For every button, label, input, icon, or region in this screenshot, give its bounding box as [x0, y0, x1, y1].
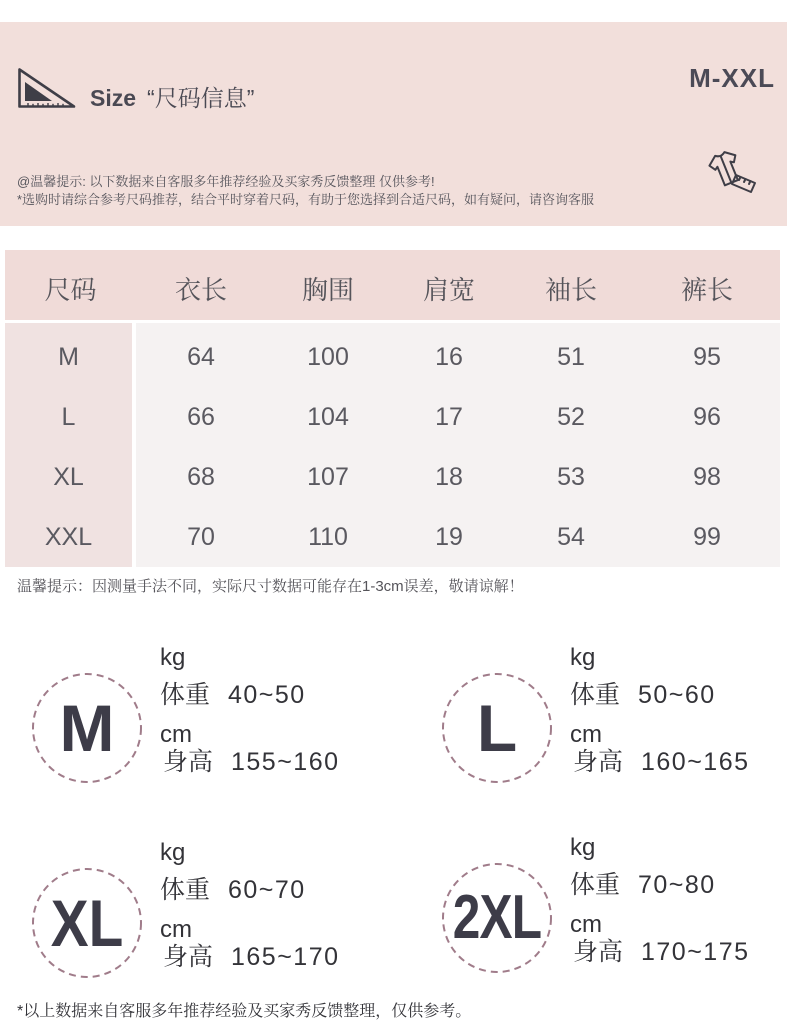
size-badge — [31, 672, 143, 784]
top-length-cell: 66 — [187, 402, 215, 431]
height-label: 身高 — [163, 748, 214, 776]
height-label: 身高 — [573, 748, 624, 776]
size-badge — [441, 862, 553, 974]
triangle-ruler-graphic — [17, 67, 77, 109]
size-heading — [90, 84, 254, 112]
table-row — [5, 387, 780, 447]
height-unit: cm — [570, 721, 602, 748]
size-badge-letter: M — [59, 691, 115, 765]
sleeve-cell: 54 — [557, 522, 585, 551]
shoulder-cell: 19 — [435, 522, 463, 551]
size-cell: L — [61, 402, 76, 431]
weight-range: 50~60 — [638, 681, 716, 709]
weight-unit: kg — [570, 644, 596, 671]
weight-unit: kg — [160, 839, 186, 866]
ruler-inner-fill — [25, 82, 52, 101]
shoulder-cell: 18 — [435, 462, 463, 491]
size-recommendation-m — [0, 640, 380, 790]
column-header-sleeve: 袖长 — [544, 274, 597, 305]
chest-cell: 104 — [307, 402, 349, 431]
column-header-chest: 胸围 — [301, 274, 354, 305]
size-cell: M — [58, 342, 79, 371]
height-range: 160~165 — [641, 748, 750, 776]
weight-label: 体重 — [570, 871, 621, 899]
height-label: 身高 — [573, 938, 624, 966]
size-badge-letter: 2XL — [452, 883, 542, 952]
size-recommendation-xl — [0, 835, 380, 985]
size-heading-label: Size — [90, 85, 137, 111]
height-range: 165~170 — [231, 943, 340, 971]
height-range: 155~160 — [231, 748, 340, 776]
column-header-size: 尺码 — [44, 274, 97, 305]
table-header-row — [5, 250, 780, 320]
weight-label: 体重 — [160, 876, 211, 904]
tailoring-icon — [706, 147, 760, 197]
weight-label: 体重 — [570, 681, 621, 709]
size-recommendation-l — [410, 640, 790, 790]
sleeve-cell: 51 — [557, 342, 585, 371]
tailoring-graphic — [706, 147, 760, 197]
height-unit: cm — [160, 916, 192, 943]
height-unit: cm — [160, 721, 192, 748]
table-body — [5, 323, 780, 567]
height-label: 身高 — [163, 943, 214, 971]
chest-cell: 107 — [307, 462, 349, 491]
notice-line: *选购时请综合参考尺码推荐，结合平时穿着尺码，有助于您选择到合适尺码，如有疑问，请咨询客服 — [17, 192, 595, 207]
size-range: M-XXL — [689, 63, 775, 93]
notice-line: @温馨提示: 以下数据来自客服多年推荐经验及买家秀反馈整理 仅供参考! — [17, 174, 435, 189]
pants-length-cell: 99 — [693, 522, 721, 551]
size-badge — [31, 867, 143, 979]
size-cell: XL — [53, 462, 84, 491]
table-row — [5, 327, 780, 387]
sleeve-cell: 53 — [557, 462, 585, 491]
weight-label: 体重 — [160, 681, 211, 709]
size-cell: XXL — [44, 522, 93, 551]
pants-length-cell: 98 — [693, 462, 721, 491]
top-length-cell: 68 — [187, 462, 215, 491]
shoulder-cell: 16 — [435, 342, 463, 371]
pants-length-cell: 96 — [693, 402, 721, 431]
column-header-pants-length: 裤长 — [680, 274, 733, 305]
height-range: 170~175 — [641, 938, 750, 966]
size-badge-letter: XL — [50, 886, 124, 960]
table-row — [5, 507, 780, 567]
size-heading-title: “尺码信息” — [147, 85, 255, 111]
top-length-cell: 70 — [187, 522, 215, 551]
size-recommendation-2xl — [410, 830, 790, 980]
weight-unit: kg — [570, 834, 596, 861]
triangle-ruler-icon — [17, 67, 77, 109]
weight-range: 70~80 — [638, 871, 716, 899]
chest-cell: 100 — [307, 342, 349, 371]
size-badge — [441, 672, 553, 784]
measurement-tolerance-note: 温馨提示：因测量手法不同，实际尺寸数据可能存在1-3cm误差，敬请谅解！ — [17, 578, 524, 595]
sleeve-cell: 52 — [557, 402, 585, 431]
measuring-tag — [732, 175, 755, 192]
column-header-top-length: 衣长 — [174, 274, 227, 305]
column-header-shoulder: 肩宽 — [422, 274, 475, 305]
chest-cell: 110 — [308, 522, 348, 551]
size-badge-letter: L — [476, 691, 518, 765]
top-length-cell: 64 — [187, 342, 215, 371]
pants-length-cell: 95 — [693, 342, 721, 371]
footer-disclaimer: *以上数据来自客服多年推荐经验及买家秀反馈整理，仅供参考。 — [17, 1003, 472, 1020]
weight-range: 60~70 — [228, 876, 306, 904]
shoulder-cell: 17 — [435, 402, 463, 431]
weight-range: 40~50 — [228, 681, 306, 709]
size-table — [5, 250, 780, 567]
weight-unit: kg — [160, 644, 186, 671]
table-row — [5, 447, 780, 507]
height-unit: cm — [570, 911, 602, 938]
size-info-header — [0, 22, 787, 226]
